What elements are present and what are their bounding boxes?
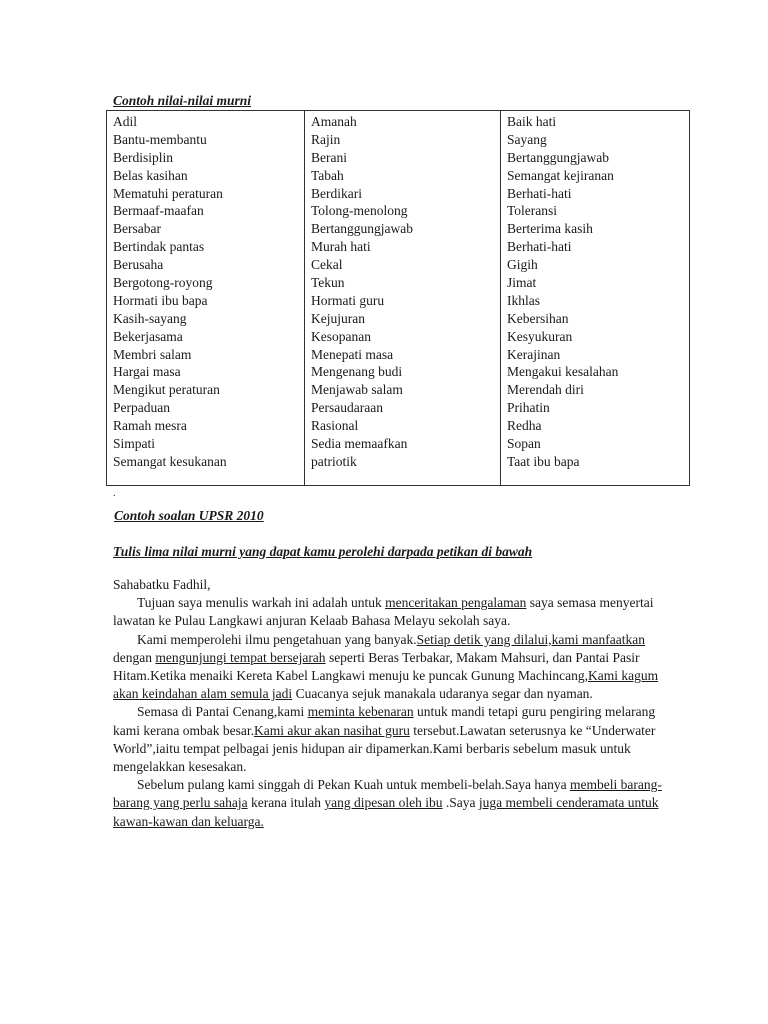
value-item: Kerajinan bbox=[507, 346, 561, 362]
value-item: Kasih-sayang bbox=[113, 310, 187, 326]
value-item: Mengikut peraturan bbox=[113, 382, 220, 398]
value-item: Mengenang budi bbox=[311, 364, 403, 380]
text-segment: seperti Beras Terbakar, Makam Mahsuri, dan Pantai Pasir Hitam.Ketika menaiki Kereta Kabel Langkawi menuju ke puncak Gunung Machincang, bbox=[113, 649, 640, 684]
values-table-title: Contoh nilai-nilai murni bbox=[113, 93, 252, 108]
letter-salutation: Sahabatku Fadhil, bbox=[113, 577, 211, 592]
value-item: Bantu-membantu bbox=[113, 131, 207, 147]
text-segment: saya semasa menyertai lawatan ke Pulau Langkawi anjuran Kelaab Bahasa Melayu sekolah saya. bbox=[113, 595, 654, 629]
underlined-phrase: meminta kebenaran bbox=[307, 704, 414, 720]
value-item: Adil bbox=[113, 114, 138, 129]
values-column-1 bbox=[107, 111, 305, 486]
underlined-phrase: Kami akur akan nasihat guru bbox=[253, 722, 410, 738]
value-item: Membri salam bbox=[113, 346, 192, 362]
values-column-3 bbox=[501, 111, 690, 486]
value-item: Berdikari bbox=[311, 185, 362, 201]
value-item: Kebersihan bbox=[507, 310, 569, 326]
value-item: Jimat bbox=[507, 275, 537, 291]
values-list-2 bbox=[311, 113, 494, 471]
value-item: Gigih bbox=[507, 257, 538, 273]
value-item: Simpati bbox=[113, 436, 156, 452]
values-column-2 bbox=[305, 111, 501, 486]
text-segment: Cuacanya sejuk manakala udaranya segar dan nyaman. bbox=[292, 686, 593, 702]
value-item: Semangat kesukanan bbox=[113, 453, 227, 469]
value-item: Prihatin bbox=[507, 400, 550, 416]
value-item: Hormati ibu bapa bbox=[113, 292, 208, 308]
value-item: Murah hati bbox=[311, 239, 371, 255]
value-item: Rajin bbox=[311, 131, 341, 147]
values-list-3 bbox=[507, 113, 683, 471]
value-item: Toleransi bbox=[507, 203, 558, 219]
value-item: Rasional bbox=[311, 418, 359, 434]
value-item: Menjawab salam bbox=[311, 382, 403, 398]
value-item: Berterima kasih bbox=[507, 221, 593, 237]
value-item: Kejujuran bbox=[311, 310, 365, 326]
value-item: Taat ibu bapa bbox=[507, 453, 580, 469]
text-segment: tersebut.Lawatan seterusnya ke “Underwater World”,iaitu tempat pelbagai jenis hidupan air dipamerkan.Kami berbaris sebelum masuk untuk mengelakkan kesesakan. bbox=[113, 722, 656, 775]
value-item: Bertindak pantas bbox=[113, 239, 205, 255]
underlined-phrase: juga membeli cenderamata untuk kawan-kawan dan keluarga. bbox=[113, 795, 659, 829]
value-item: Bekerjasama bbox=[113, 328, 183, 344]
underlined-phrase: menceritakan pengalaman bbox=[385, 595, 527, 611]
text-segment: Semasa di Pantai Cenang,kami bbox=[137, 704, 308, 720]
text-segment: dengan bbox=[113, 649, 156, 665]
value-item: Berhati-hati bbox=[507, 239, 572, 255]
value-item: Redha bbox=[507, 418, 542, 434]
value-item: Bersabar bbox=[113, 221, 161, 237]
value-item: Hargai masa bbox=[113, 364, 181, 380]
text-segment: kerana itulah bbox=[247, 795, 325, 811]
values-list-1 bbox=[113, 113, 298, 471]
text-segment: Sebelum pulang kami singgah di Pekan Kuah untuk membeli-belah.Saya hanya bbox=[137, 777, 571, 793]
value-item: Bertanggungjawab bbox=[507, 149, 609, 165]
exam-question-title: Contoh soalan UPSR 2010 bbox=[114, 508, 264, 523]
value-item: Sedia memaafkan bbox=[311, 436, 408, 452]
underlined-phrase: yang dipesan oleh ibu bbox=[324, 795, 443, 811]
value-item: Tekun bbox=[311, 275, 345, 291]
underlined-phrase: membeli barang-barang yang perlu sahaja bbox=[113, 777, 662, 811]
letter-paragraph-2 bbox=[113, 631, 673, 704]
value-item: Ikhlas bbox=[507, 292, 540, 308]
value-item: Mengakui kesalahan bbox=[507, 364, 619, 380]
text-segment: untuk mandi tetapi guru pengiring melarang kami kerana ombak besar. bbox=[113, 704, 656, 738]
values-table-row bbox=[107, 111, 690, 486]
value-item: Sopan bbox=[507, 436, 541, 452]
value-item: Sayang bbox=[507, 131, 547, 147]
text-segment: Tujuan saya menulis warkah ini adalah untuk bbox=[137, 595, 386, 611]
value-item: Bergotong-royong bbox=[113, 275, 213, 291]
separator-dot: . bbox=[113, 488, 116, 499]
value-item: Bertanggungjawab bbox=[311, 221, 413, 237]
value-item: Perpaduan bbox=[113, 400, 170, 416]
letter-passage bbox=[113, 576, 673, 831]
letter-paragraph-3 bbox=[113, 703, 673, 776]
value-item: Berdisiplin bbox=[113, 149, 173, 165]
value-item: patriotik bbox=[311, 453, 357, 469]
value-item: Mematuhi peraturan bbox=[113, 185, 223, 201]
underlined-phrase: Setiap detik yang dilalui,kami manfaatkan bbox=[416, 631, 645, 647]
text-segment: .Saya bbox=[442, 795, 479, 811]
value-item: Semangat kejiranan bbox=[507, 167, 614, 183]
value-item: Berusaha bbox=[113, 257, 164, 273]
letter-paragraph-1 bbox=[113, 594, 673, 630]
value-item: Tolong-menolong bbox=[311, 203, 408, 219]
value-item: Menepati masa bbox=[311, 346, 394, 362]
value-item: Kesopanan bbox=[311, 328, 371, 344]
value-item: Berani bbox=[311, 149, 347, 165]
value-item: Merendah diri bbox=[507, 382, 584, 398]
value-item: Belas kasihan bbox=[113, 167, 188, 183]
value-item: Amanah bbox=[311, 114, 357, 129]
underlined-phrase: mengunjungi tempat bersejarah bbox=[155, 649, 326, 665]
value-item: Ramah mesra bbox=[113, 418, 187, 434]
value-item: Tabah bbox=[311, 167, 344, 183]
value-item: Persaudaraan bbox=[311, 400, 383, 416]
exam-instruction: Tulis lima nilai murni yang dapat kamu perolehi darpada petikan di bawah bbox=[113, 544, 533, 559]
values-table bbox=[106, 110, 690, 486]
underlined-phrase: Kami kagum akan keindahan alam semula jadi bbox=[113, 668, 659, 702]
value-item: Kesyukuran bbox=[507, 328, 573, 344]
value-item: Cekal bbox=[311, 257, 343, 273]
letter-paragraph-4 bbox=[113, 776, 673, 831]
value-item: Bermaaf-maafan bbox=[113, 203, 204, 219]
value-item: Baik hati bbox=[507, 114, 557, 129]
text-segment: Kami memperolehi ilmu pengetahuan yang banyak. bbox=[137, 631, 417, 647]
value-item: Hormati guru bbox=[311, 292, 385, 308]
value-item: Berhati-hati bbox=[507, 185, 572, 201]
